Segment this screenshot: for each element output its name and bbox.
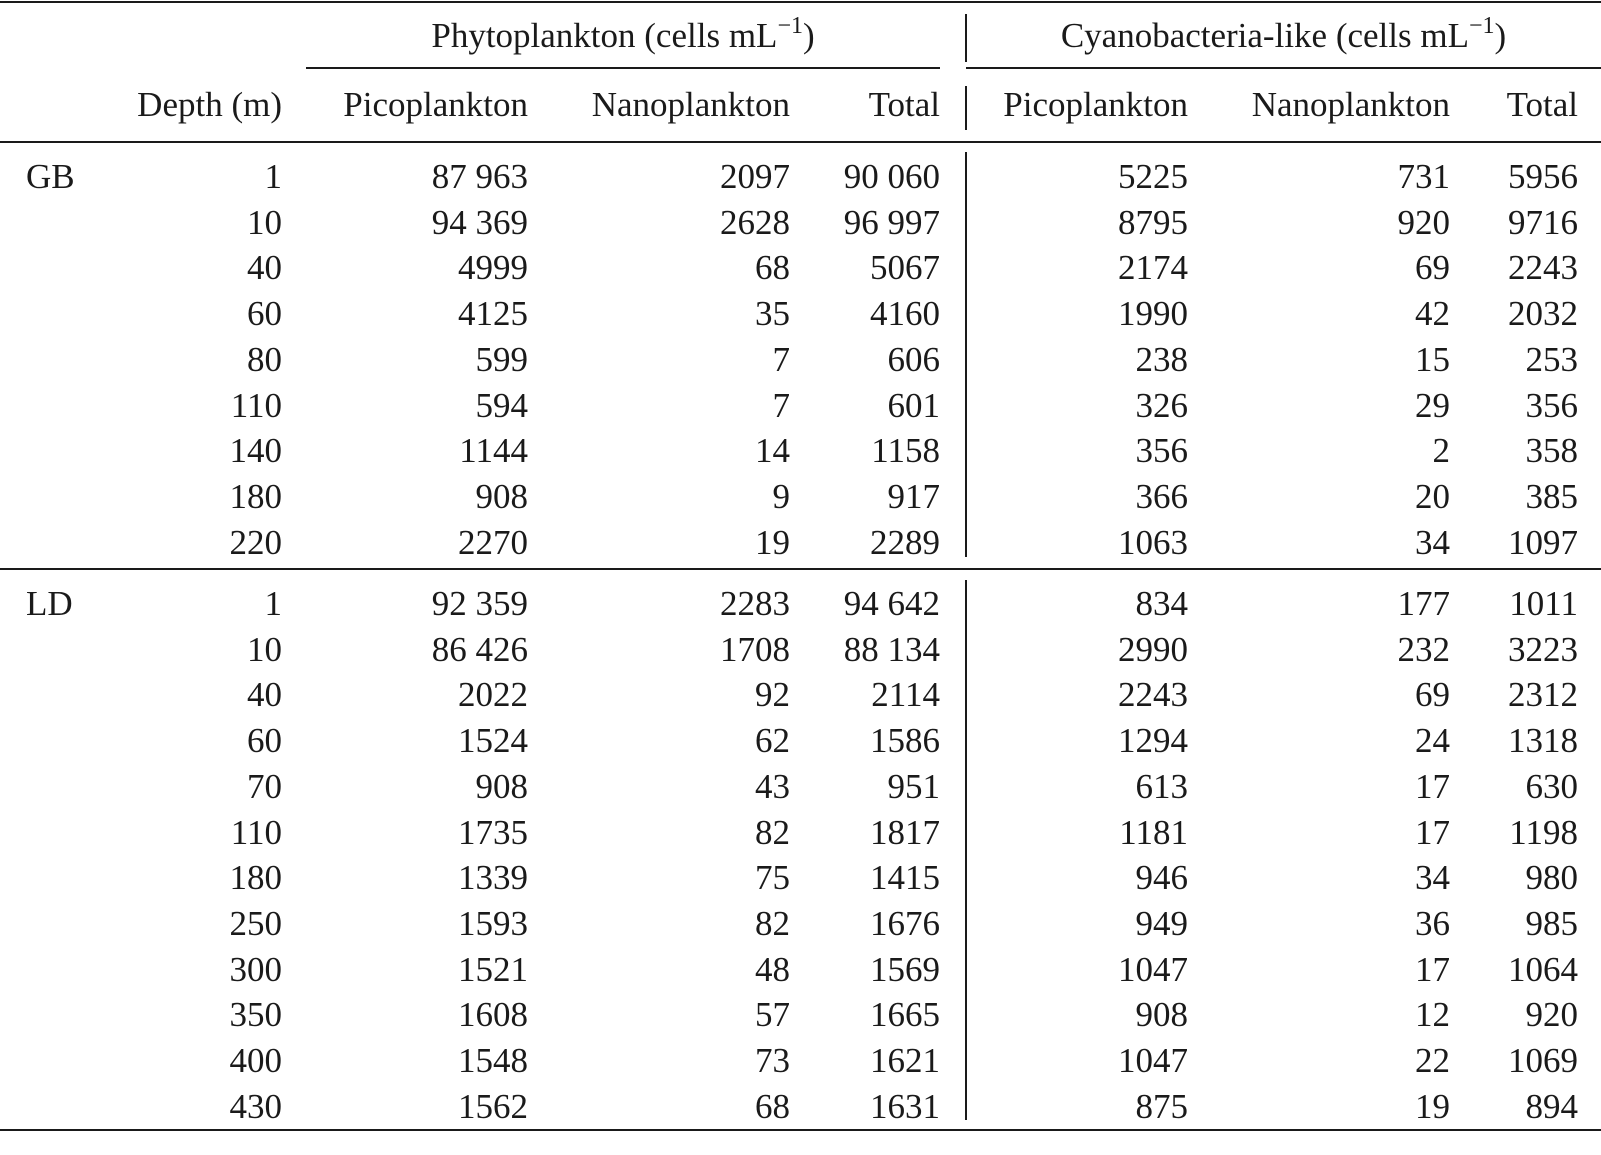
bottom-rule — [0, 1129, 1601, 1131]
table-cell: 2174 — [1118, 248, 1188, 288]
table-cell: 2032 — [1508, 294, 1578, 334]
table-cell: 2289 — [870, 522, 940, 562]
table-cell: 57 — [755, 995, 790, 1035]
group1-underline — [306, 67, 940, 69]
table-cell: 908 — [1135, 995, 1188, 1035]
table-cell: 90 060 — [843, 157, 940, 196]
table-cell: 9716 — [1508, 202, 1578, 242]
table-cell: 1593 — [458, 903, 528, 943]
table-cell: 5067 — [870, 248, 940, 288]
table-cell: 94 642 — [843, 584, 940, 623]
table-cell: 2243 — [1118, 675, 1188, 715]
table-cell: 5956 — [1508, 157, 1578, 196]
group-header-cyanobacteria — [966, 13, 1601, 60]
table-cell: 630 — [1525, 766, 1578, 806]
table-cell: 920 — [1397, 202, 1450, 242]
table-cell: 1144 — [459, 431, 528, 471]
table-cell: 949 — [1135, 903, 1188, 943]
table-cell: 1047 — [1118, 949, 1188, 989]
table-cell: 894 — [1525, 1086, 1578, 1126]
table-cell: 68 — [755, 1086, 790, 1126]
table-cell: 88 134 — [843, 629, 940, 669]
depth-cell: 180 — [229, 476, 282, 516]
table-cell: 2114 — [871, 675, 940, 715]
table-cell: 834 — [1135, 584, 1188, 623]
column-header: Picoplankton — [343, 85, 528, 124]
depth-column-header: Depth (m) — [137, 85, 282, 124]
group-header-close: ) — [1494, 16, 1507, 55]
table-cell: 17 — [1415, 812, 1450, 852]
table-cell: 1415 — [870, 858, 940, 898]
table-cell: 1676 — [870, 903, 940, 943]
depth-cell: 1 — [264, 584, 282, 623]
table-cell: 3223 — [1508, 629, 1578, 669]
table-cell: 35 — [755, 294, 790, 334]
table-cell: 5225 — [1118, 157, 1188, 196]
table-cell: 1586 — [870, 721, 940, 761]
table-cell: 17 — [1415, 766, 1450, 806]
table-cell: 385 — [1525, 476, 1578, 516]
depth-cell: 60 — [247, 721, 282, 761]
table-cell: 2312 — [1508, 675, 1578, 715]
depth-cell: 300 — [229, 949, 282, 989]
site-label: GB — [26, 157, 75, 196]
table-cell: 87 963 — [431, 157, 528, 196]
table-cell: 96 997 — [843, 202, 940, 242]
table-cell: 1708 — [720, 629, 790, 669]
table-cell: 980 — [1525, 858, 1578, 898]
table-cell: 1181 — [1119, 812, 1188, 852]
table-cell: 731 — [1397, 157, 1450, 196]
depth-cell: 250 — [229, 903, 282, 943]
table-cell: 1608 — [458, 995, 528, 1035]
table-cell: 1735 — [458, 812, 528, 852]
header-rule — [0, 141, 1601, 143]
table-cell: 908 — [475, 476, 528, 516]
table-cell: 1562 — [458, 1086, 528, 1126]
group-header-label: Phytoplankton (cells mL — [431, 16, 778, 55]
group-header-close: ) — [802, 16, 815, 55]
table-cell: 36 — [1415, 903, 1450, 943]
table-cell: 17 — [1415, 949, 1450, 989]
column-header: Total — [1506, 85, 1578, 124]
group-header-exponent: −1 — [777, 13, 803, 39]
column-header: Picoplankton — [1003, 85, 1188, 124]
table-cell: 1097 — [1508, 522, 1578, 562]
depth-cell: 110 — [230, 812, 282, 852]
table-cell: 92 359 — [431, 584, 528, 623]
table-cell: 2097 — [720, 157, 790, 196]
table-cell: 594 — [475, 385, 528, 425]
table-cell: 1817 — [870, 812, 940, 852]
table-cell: 875 — [1135, 1086, 1188, 1126]
table-cell: 19 — [1415, 1086, 1450, 1126]
depth-cell: 110 — [230, 385, 282, 425]
table-cell: 7 — [772, 339, 790, 379]
table-cell: 4160 — [870, 294, 940, 334]
table-cell: 232 — [1397, 629, 1450, 669]
table-cell: 75 — [755, 858, 790, 898]
group-divider — [965, 580, 967, 1120]
table-cell: 1318 — [1508, 721, 1578, 761]
table-cell: 92 — [755, 675, 790, 715]
table-cell: 1990 — [1118, 294, 1188, 334]
table-cell: 601 — [887, 385, 940, 425]
depth-cell: 400 — [229, 1041, 282, 1080]
table-cell: 2243 — [1508, 248, 1578, 288]
table-cell: 19 — [755, 522, 790, 562]
table-cell: 9 — [772, 476, 790, 516]
depth-cell: 220 — [229, 522, 282, 562]
table-cell: 326 — [1135, 385, 1188, 425]
table-cell: 1198 — [1509, 812, 1578, 852]
table-cell: 951 — [887, 766, 940, 806]
group-header-label: Cyanobacteria-like (cells mL — [1060, 16, 1469, 55]
table-cell: 946 — [1135, 858, 1188, 898]
table-cell: 22 — [1415, 1041, 1450, 1080]
table-cell: 1665 — [870, 995, 940, 1035]
table-cell: 82 — [755, 903, 790, 943]
table-cell: 73 — [755, 1041, 790, 1080]
table-cell: 48 — [755, 949, 790, 989]
group-divider — [965, 152, 967, 557]
table-cell: 1063 — [1118, 522, 1188, 562]
table-cell: 69 — [1415, 248, 1450, 288]
depth-cell: 180 — [229, 858, 282, 898]
table-cell: 177 — [1397, 584, 1450, 623]
depth-cell: 10 — [247, 202, 282, 242]
depth-cell: 1 — [264, 157, 282, 196]
table-cell: 917 — [887, 476, 940, 516]
table-cell: 1548 — [458, 1041, 528, 1080]
table-cell: 1339 — [458, 858, 528, 898]
column-header: Nanoplankton — [591, 85, 790, 124]
group-header-exponent: −1 — [1468, 13, 1495, 39]
depth-cell: 60 — [247, 294, 282, 334]
table-cell: 1631 — [870, 1086, 940, 1126]
table-cell: 606 — [887, 339, 940, 379]
depth-cell: 10 — [247, 629, 282, 669]
table-cell: 82 — [755, 812, 790, 852]
table-cell: 14 — [755, 431, 790, 471]
table-cell: 1521 — [458, 949, 528, 989]
table-cell: 253 — [1525, 339, 1578, 379]
column-header: Total — [868, 85, 940, 124]
table-cell: 8795 — [1118, 202, 1188, 242]
table-cell: 20 — [1415, 476, 1450, 516]
table-cell: 2 — [1432, 431, 1450, 471]
table-cell: 1158 — [871, 431, 940, 471]
table-cell: 2628 — [720, 202, 790, 242]
table-cell: 2022 — [458, 675, 528, 715]
top-rule — [0, 1, 1601, 3]
table-cell: 15 — [1415, 339, 1450, 379]
table-cell: 42 — [1415, 294, 1450, 334]
table-cell: 1569 — [870, 949, 940, 989]
table-cell: 366 — [1135, 476, 1188, 516]
table-cell: 613 — [1135, 766, 1188, 806]
table-cell: 1011 — [1509, 584, 1578, 623]
table-cell: 7 — [772, 385, 790, 425]
table-cell: 1294 — [1118, 721, 1188, 761]
table-cell: 86 426 — [431, 629, 528, 669]
table-cell: 356 — [1525, 385, 1578, 425]
table-cell: 908 — [475, 766, 528, 806]
depth-cell: 80 — [247, 339, 282, 379]
depth-cell: 40 — [247, 675, 282, 715]
depth-cell: 70 — [247, 766, 282, 806]
table-cell: 1069 — [1508, 1041, 1578, 1080]
table-cell: 43 — [755, 766, 790, 806]
table-cell: 69 — [1415, 675, 1450, 715]
table-cell: 1524 — [458, 721, 528, 761]
table-cell: 356 — [1135, 431, 1188, 471]
table-cell: 68 — [755, 248, 790, 288]
group2-underline — [966, 67, 1601, 69]
table-cell: 920 — [1525, 995, 1578, 1035]
table-cell: 238 — [1135, 339, 1188, 379]
table-cell: 29 — [1415, 385, 1450, 425]
column-header: Nanoplankton — [1251, 85, 1450, 124]
table-cell: 599 — [475, 339, 528, 379]
group-header-phytoplankton — [306, 13, 940, 60]
table-cell: 4999 — [458, 248, 528, 288]
table-cell: 24 — [1415, 721, 1450, 761]
table-cell: 62 — [755, 721, 790, 761]
section-rule — [0, 568, 1601, 570]
depth-cell: 350 — [229, 995, 282, 1035]
depth-cell: 40 — [247, 248, 282, 288]
table-cell: 94 369 — [431, 202, 528, 242]
table-cell: 2990 — [1118, 629, 1188, 669]
table-cell: 985 — [1525, 903, 1578, 943]
site-label: LD — [26, 584, 73, 623]
depth-cell: 140 — [229, 431, 282, 471]
table-cell: 4125 — [458, 294, 528, 334]
table-cell: 1064 — [1508, 949, 1578, 989]
table-cell: 34 — [1415, 858, 1450, 898]
table-cell: 2283 — [720, 584, 790, 623]
table-cell: 12 — [1415, 995, 1450, 1035]
table-cell: 358 — [1525, 431, 1578, 471]
table-cell: 1621 — [870, 1041, 940, 1080]
table-cell: 34 — [1415, 522, 1450, 562]
table-cell: 2270 — [458, 522, 528, 562]
table-cell: 1047 — [1118, 1041, 1188, 1080]
depth-cell: 430 — [229, 1086, 282, 1126]
